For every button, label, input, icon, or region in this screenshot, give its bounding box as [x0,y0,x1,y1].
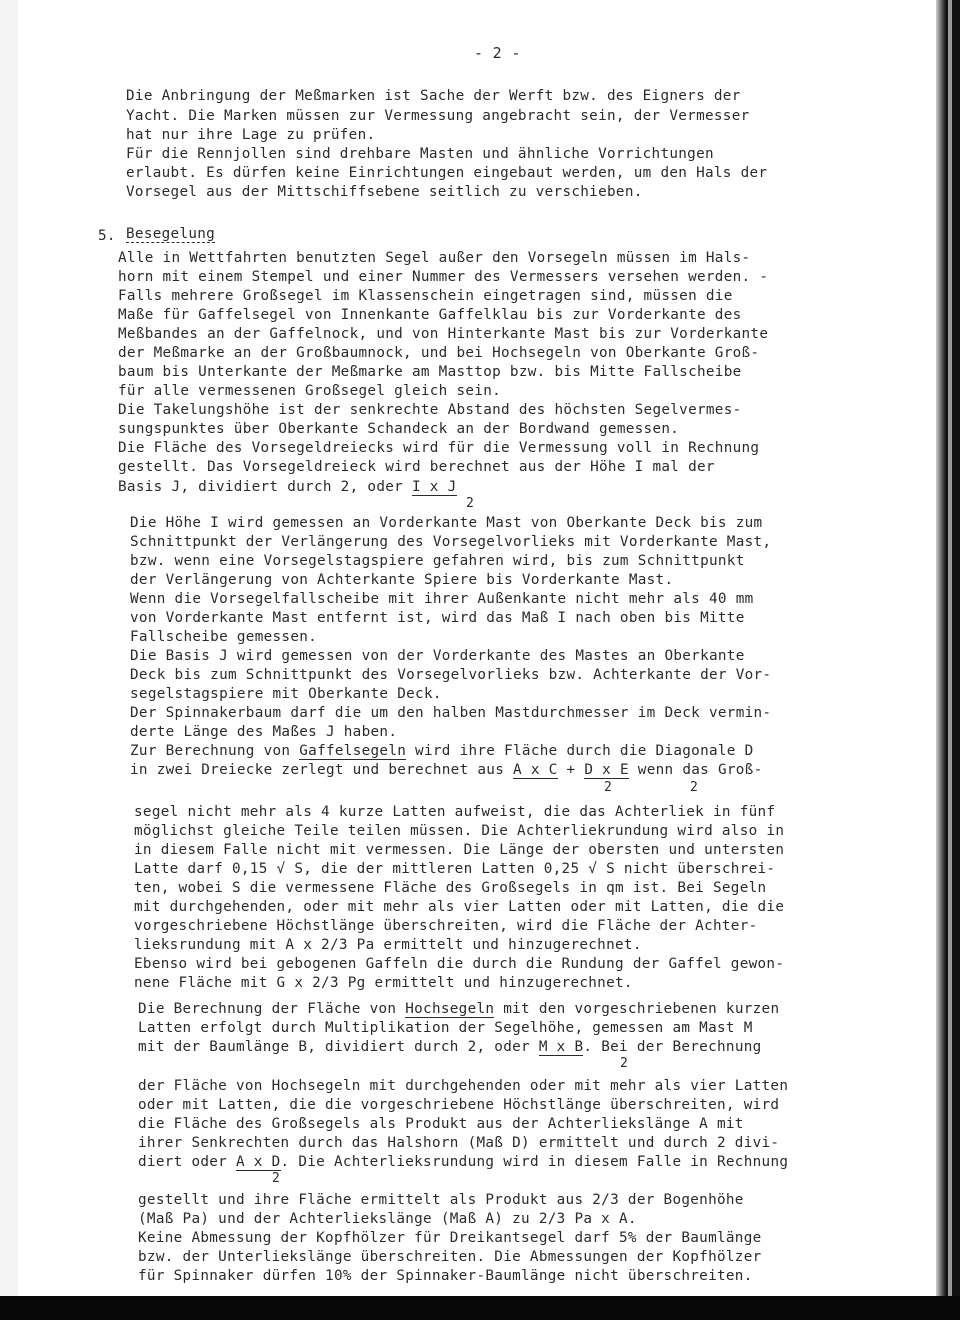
text-line: der Verlängerung von Achterkante Spiere bis Vorderkante Mast. [130,572,674,588]
text-line: vorgeschriebene Höchstlänge überschreiten, wird die Fläche der Achter- [134,918,758,934]
gaffel-formula-line [130,762,763,778]
text-line: ten, wobei S die vermessene Fläche des Großsegels in qm ist. Bei Segeln [134,880,767,896]
text-line: Wenn die Vorsegelfallscheibe mit ihrer Außenkante nicht mehr als 40 mm [130,591,754,607]
formula-denominator: 2 [690,780,698,795]
gaffel-line [130,743,754,759]
text-line: oder mit Latten, die die vorgeschriebene Höchstlänge überschreiten, wird [138,1097,780,1113]
formula-denominator: 2 [272,1171,280,1186]
text-line: Alle in Wettfahrten benutzten Segel außer den Vorsegeln müssen im Hals- [118,250,751,266]
text-line: für alle vermessenen Großsegel gleich sein. [118,383,502,399]
text-line: sungspunktes über Oberkante Schandeck an der Bordwand gemessen. [118,421,680,437]
text-segment: mit den vorgeschriebenen kurzen [494,1001,780,1017]
formula-text: Basis J, dividiert durch 2, oder [118,479,412,495]
text-line: Deck bis zum Schnittpunkt des Vorsegelvorlieks bzw. Achterkante der Vor- [130,667,772,683]
formula-line [118,479,457,495]
text-segment: diert oder [138,1154,236,1170]
text-line: derte Länge des Maßes J haben. [130,724,398,740]
text-line: Keine Abmessung der Kopfhölzer für Dreikantsegel darf 5% der Baumlänge [138,1230,762,1246]
page-number: - 2 - [474,44,521,62]
text-line: der Fläche von Hochsegeln mit durchgehenden oder mit mehr als vier Latten [138,1078,789,1094]
text-line: Ebenso wird bei gebogenen Gaffeln die durch die Rundung der Gaffel gewon- [134,956,785,972]
scan-bottom-bar [0,1296,960,1320]
text-line: gestellt. Das Vorsegeldreieck wird berechnet aus der Höhe I mal der [118,459,715,475]
text-line: horn mit einem Stempel und einer Nummer des Vermessers versehen werden. - [118,269,769,285]
text-line: Die Takelungshöhe ist der senkrechte Abstand des höchsten Segelvermes- [118,402,742,418]
text-line: Schnittpunkt der Verlängerung des Vorsegelvorlieks mit Vorderkante Mast, [130,534,772,550]
section-title: Besegelung [126,226,216,242]
text-line: (Maß Pa) und der Achterliekslänge (Maß A) zu 2/3 Pa x A. [138,1211,637,1227]
text-segment: . Bei der Berechnung [583,1039,762,1055]
text-line: segelstagspiere mit Oberkante Deck. [130,686,442,702]
text-line: erlaubt. Es dürfen keine Einrichtungen eingebaut werden, um den Hals der [126,165,768,181]
text-line: Fallscheibe gemessen. [130,629,318,645]
page-binding-edge [0,0,18,1320]
text-line: mit durchgehenden, oder mit mehr als vier Latten oder mit Latten, die die [134,899,785,915]
formula-numerator: I x J [411,479,457,495]
text-line: für Spinnaker dürfen 10% der Spinnaker-Baumlänge nicht überschreiten. [138,1268,753,1284]
text-line: hat nur ihre Lage zu prüfen. [126,127,376,143]
text-line: bzw. der Unterliekslänge überschreiten. Die Abmessungen der Kopfhölzer [138,1249,762,1265]
formula-numerator: M x B [538,1039,584,1055]
text-line: bzw. wenn eine Vorsegelstagspiere gefahren wird, bis zum Schnittpunkt [130,553,745,569]
text-segment: Zur Berechnung von [130,743,300,759]
text-line: Die Basis J wird gemessen von der Vorderkante des Mastes an Oberkante [130,648,745,664]
formula-numerator: A x C [513,762,558,778]
text-line: die Fläche des Großsegels als Produkt aus der Achterliekslänge A mit [138,1116,744,1132]
hoch-line [138,1001,779,1017]
text-line: Die Höhe I wird gemessen an Vorderkante Mast von Oberkante Deck bis zum [130,515,763,531]
text-line: Latten erfolgt durch Multiplikation der Segelhöhe, gemessen am Mast M [138,1020,753,1036]
section-number: 5. [98,228,116,244]
text-line: Maße für Gaffelsegel von Innenkante Gaffelklau bis zur Vorderkante des [118,307,742,323]
formula-denominator: 2 [620,1056,628,1071]
text-line: Meßbandes an der Gaffelnock, und von Hinterkante Mast bis zur Vorderkante [118,326,769,342]
term-gaffelsegeln: Gaffelsegeln [299,743,407,759]
text-line: gestellt und ihre Fläche ermittelt als Produkt aus 2/3 der Bogenhöhe [138,1192,744,1208]
formula-denominator: 2 [604,780,612,795]
text-line: Falls mehrere Großsegel im Klassenschein eingetragen sind, müssen die [118,288,733,304]
scan-right-edge [936,0,960,1296]
text-line: nene Fläche mit G x 2/3 Pg ermittelt und hinzugerechnet. [134,975,633,991]
text-line: in diesem Falle nicht mit vermessen. Die Länge der obersten und untersten [134,842,785,858]
formula-plus: + [566,762,576,778]
text-line: möglichst gleiche Teile teilen müssen. Die Achterliekrundung wird also in [134,823,785,839]
text-line: Die Anbringung der Meßmarken ist Sache der Werft bzw. des Eigners der [126,88,741,104]
hoch-formula-line [138,1039,762,1055]
text-line: Für die Rennjollen sind drehbare Masten und ähnliche Vorrichtungen [126,146,714,162]
text-line: baum bis Unterkante der Meßmarke am Masttop bzw. bis Mitte Fallscheibe [118,364,742,380]
achter-formula-line [138,1154,788,1170]
text-segment: in zwei Dreiecke zerlegt und berechnet aus [130,762,514,778]
text-line: Latte darf 0,15 √ S, die der mittleren Latten 0,25 √ S nicht überschrei- [134,861,776,877]
text-line: von Vorderkante Mast entfernt ist, wird das Maß I nach oben bis Mitte [130,610,745,626]
text-segment: wird ihre Fläche durch die Diagonale D [406,743,754,759]
formula-numerator: A x D [235,1154,281,1170]
text-segment: mit der Baumlänge B, dividiert durch 2, oder [138,1039,539,1055]
text-segment: . Die Achterlieksrundung wird in diesem Falle in Rechnung [280,1154,789,1170]
text-line: Yacht. Die Marken müssen zur Vermessung angebracht sein, der Vermesser [126,108,750,124]
formula-numerator: D x E [584,762,629,778]
text-line: der Meßmarke an der Großbaumnock, und bei Hochsegeln von Oberkante Groß- [118,345,760,361]
formula-denominator: 2 [466,496,474,511]
text-line: Die Fläche des Vorsegeldreiecks wird für die Vermessung voll in Rechnung [118,440,760,456]
text-line: Der Spinnakerbaum darf die um den halben Mastdurchmesser im Deck vermin- [130,705,772,721]
text-segment: Die Berechnung der Fläche von [138,1001,406,1017]
text-segment: wenn das Groß- [628,762,763,778]
text-line: Vorsegel aus der Mittschiffsebene seitlich zu verschieben. [126,184,643,200]
term-hochsegeln: Hochsegeln [405,1001,495,1017]
text-line: ihrer Senkrechten durch das Halshorn (Maß D) ermittelt und durch 2 divi- [138,1135,780,1151]
text-line: segel nicht mehr als 4 kurze Latten aufweist, die das Achterliek in fünf [134,804,776,820]
text-line: lieksrundung mit A x 2/3 Pa ermittelt und hinzugerechnet. [134,937,642,953]
